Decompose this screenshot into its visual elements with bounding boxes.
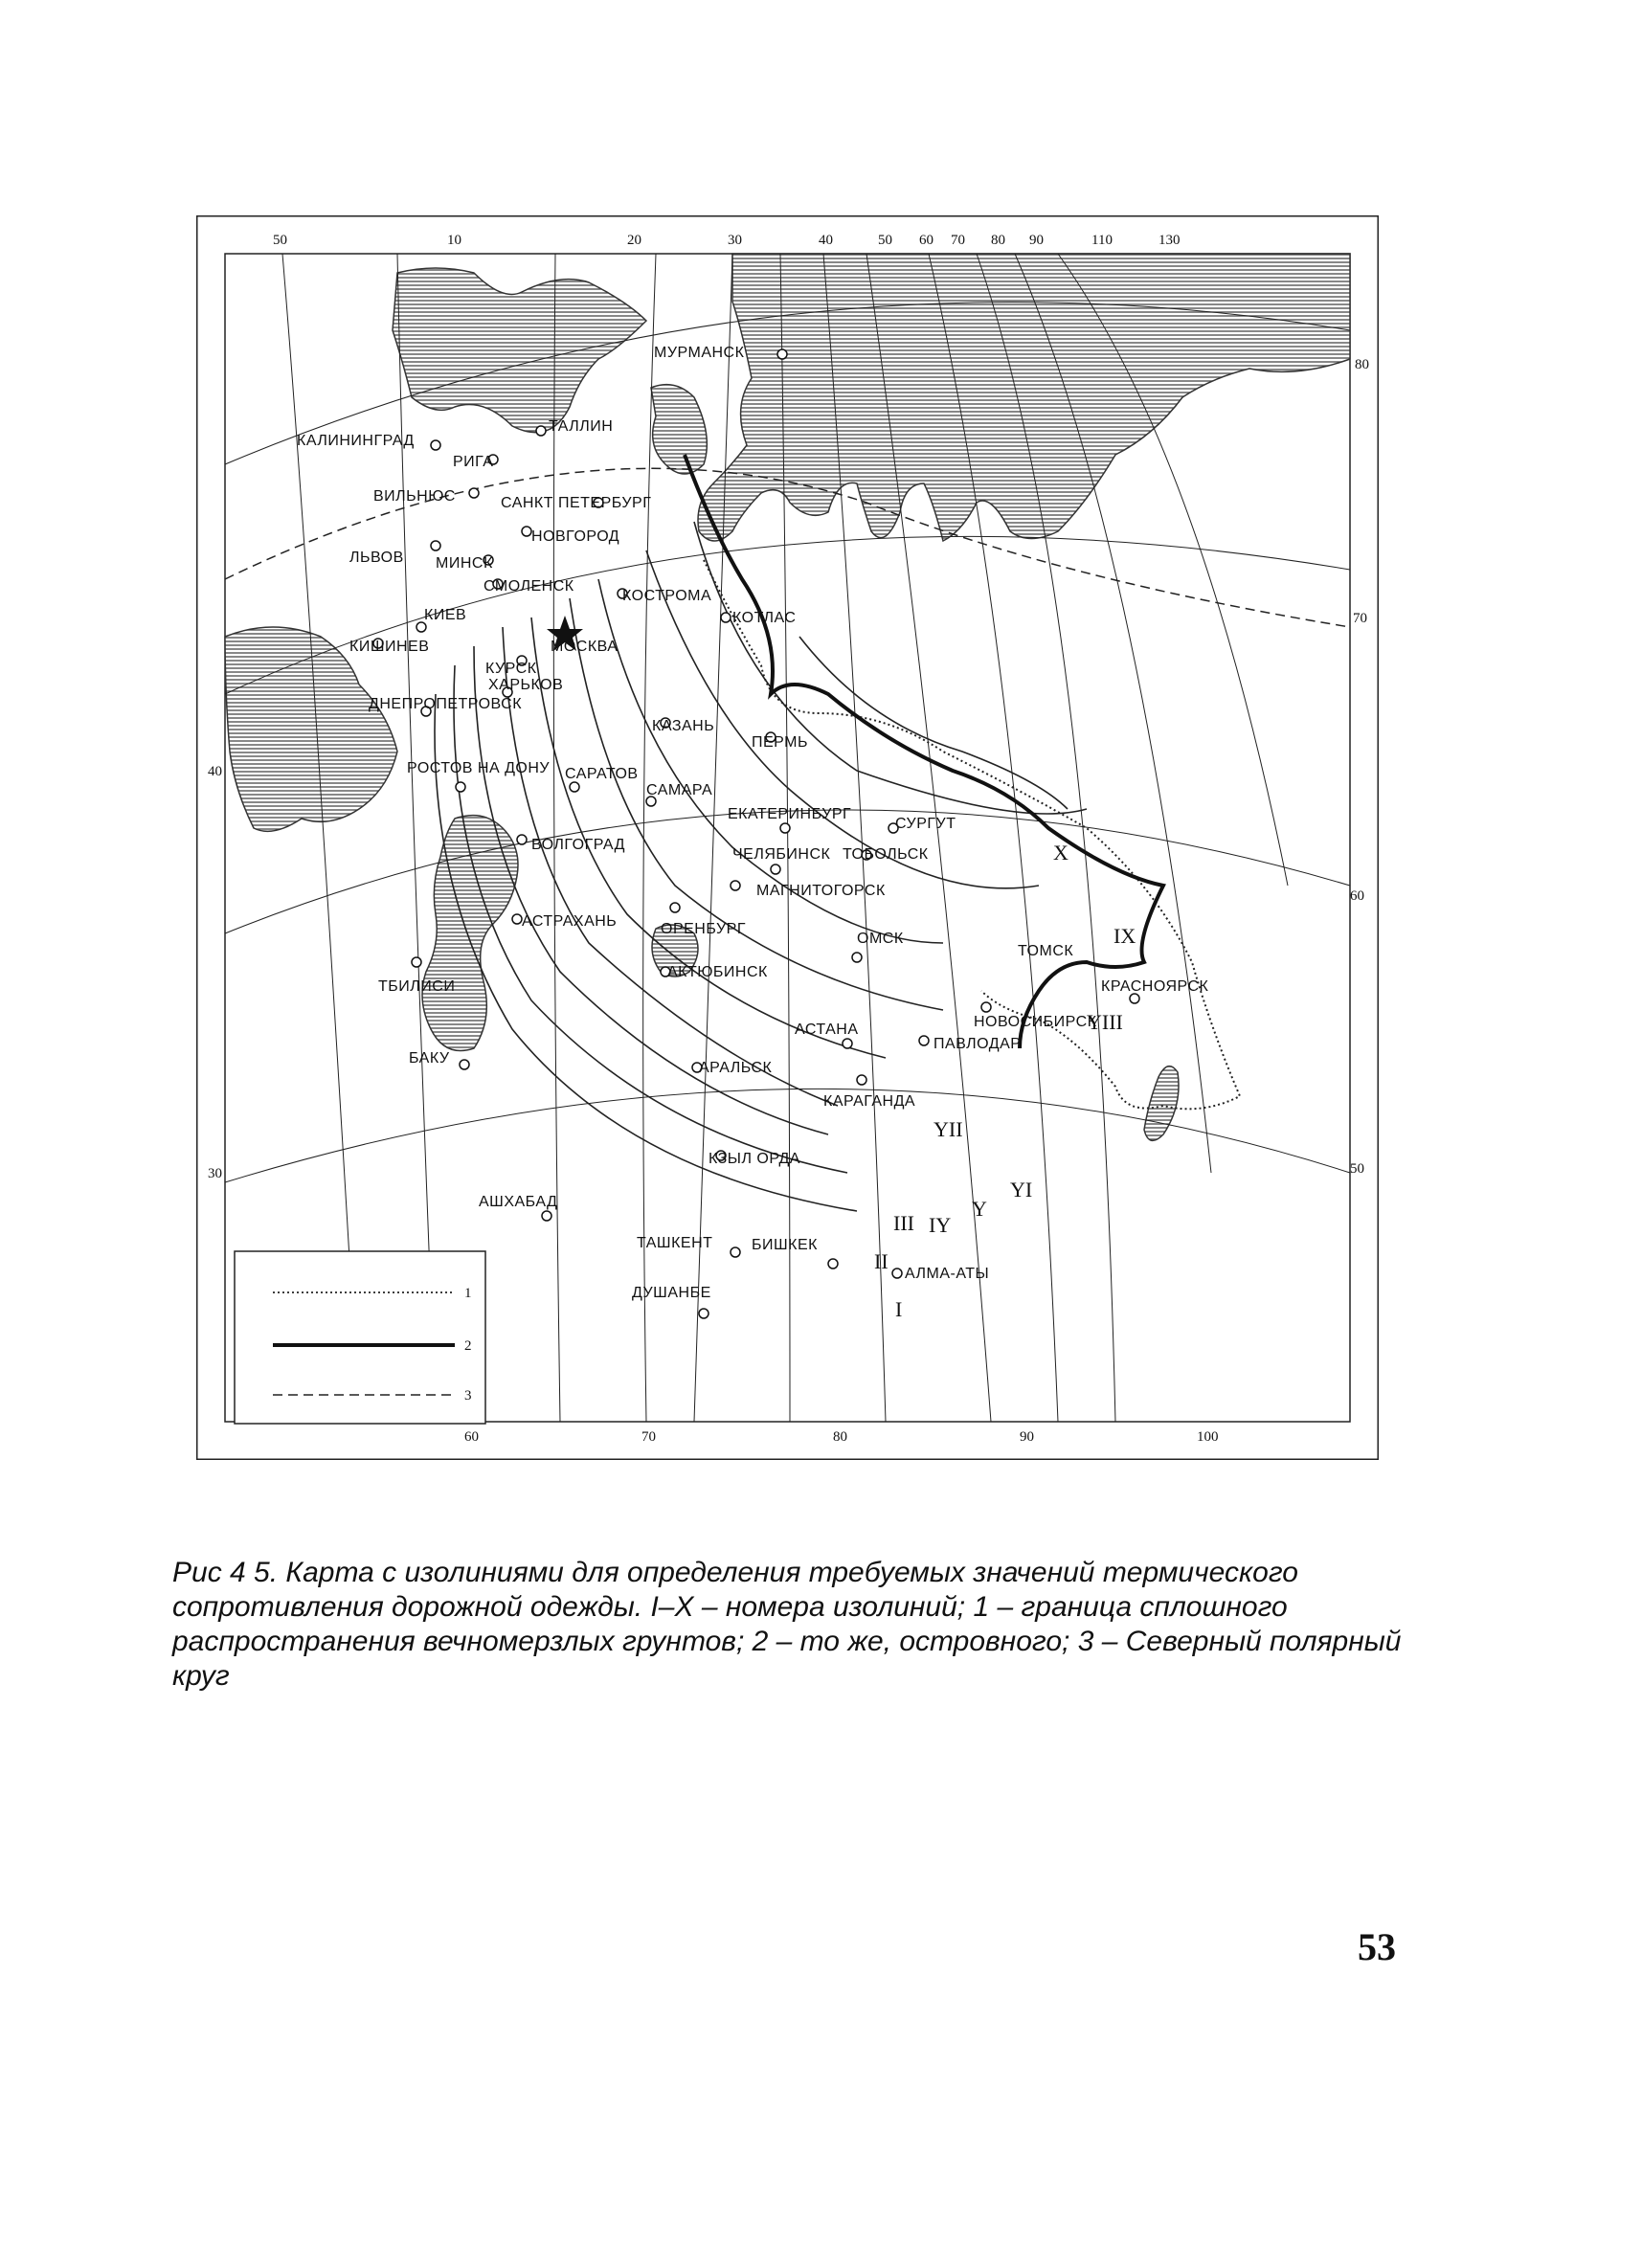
city-marker: [981, 1002, 991, 1012]
lat-label: 60: [1350, 888, 1364, 904]
isoline-label-I: I: [895, 1297, 903, 1321]
page-number: 53: [1358, 1925, 1396, 1968]
city-label-karaganda: КАРАГАНДА: [823, 1093, 916, 1110]
lon-label: 90: [1020, 1429, 1034, 1445]
city-label-moscow: МОСКВА: [551, 639, 619, 655]
isoline-label-IY: IY: [929, 1213, 952, 1237]
lon-label: 110: [1091, 233, 1113, 248]
city-label-vilnius: ВИЛЬНЮС: [373, 488, 456, 505]
city-label-magnitogorsk: МАГНИТОГОРСК: [756, 883, 886, 899]
city-label-volgograd: ВОЛГОГРАД: [531, 837, 625, 853]
city-marker: [416, 622, 426, 632]
lon-label: 40: [819, 233, 833, 248]
lon-label: 80: [833, 1429, 847, 1445]
city-label-tashkent: ТАШКЕНТ: [637, 1235, 713, 1251]
city-label-omsk: ОМСК: [857, 931, 904, 947]
city-label-ekaterinburg: ЕКАТЕРИНБУРГ: [728, 806, 852, 822]
isoline-label-IX: IX: [1113, 924, 1136, 948]
city-label-aralsk: АРАЛЬСК: [699, 1060, 773, 1076]
legend-box: [235, 1251, 485, 1424]
lon-label: 50: [878, 233, 892, 248]
city-label-chelyabinsk: ЧЕЛЯБИНСК: [732, 846, 831, 863]
city-label-aktyubinsk: АКТЮБИНСК: [667, 964, 768, 980]
city-label-tobolsk: ТОБОЛЬСК: [843, 846, 929, 863]
city-label-tallinn: ТАЛЛИН: [549, 418, 614, 435]
city-marker: [670, 903, 680, 912]
legend-number-3: 3: [464, 1388, 472, 1403]
isoline-map: [196, 215, 1379, 1460]
city-label-astrakhan: АСТРАХАНЬ: [522, 913, 618, 930]
city-marker: [828, 1259, 838, 1269]
lat-label: 40: [208, 764, 222, 779]
city-marker: [517, 835, 527, 844]
city-label-krasnoyarsk: КРАСНОЯРСК: [1101, 978, 1209, 995]
permafrost-continuous-boundary: [704, 560, 1240, 1109]
city-marker: [857, 1075, 866, 1085]
city-label-kostroma: КОСТРОМА: [622, 588, 712, 604]
lon-label: 20: [627, 233, 641, 248]
legend-number-1: 1: [464, 1286, 472, 1301]
city-marker: [522, 527, 531, 536]
legend-number-2: 2: [464, 1338, 472, 1354]
city-label-rostov: РОСТОВ НА ДОНУ: [407, 760, 551, 776]
city-marker: [731, 881, 740, 890]
city-marker: [843, 1039, 852, 1048]
city-label-perm: ПЕРМЬ: [752, 734, 808, 751]
lon-label: 130: [1158, 233, 1181, 248]
lon-label: 10: [447, 233, 461, 248]
city-marker: [721, 613, 731, 622]
city-label-pavlodar: ПАВЛОДАР: [933, 1036, 1022, 1052]
city-marker: [780, 823, 790, 833]
city-marker: [469, 488, 479, 498]
city-marker: [731, 1247, 740, 1257]
lat-label: 70: [1353, 611, 1367, 626]
white-sea: [651, 385, 707, 474]
city-label-ashkhabad: АШХАБАД: [479, 1194, 558, 1210]
city-label-kotlas: КОТЛАС: [732, 610, 797, 626]
city-marker: [1130, 994, 1139, 1003]
city-label-tbilisi: ТБИЛИСИ: [378, 978, 456, 995]
city-marker: [431, 541, 440, 550]
city-marker: [570, 782, 579, 792]
lon-label: 80: [991, 233, 1005, 248]
map-legend: [235, 1251, 485, 1424]
city-label-kazan: КАЗАНЬ: [652, 718, 715, 734]
lon-label: 60: [464, 1429, 479, 1445]
city-label-murmansk: МУРМАНСК: [654, 345, 745, 361]
lon-label: 60: [919, 233, 933, 248]
city-marker: [431, 440, 440, 450]
city-marker: [460, 1060, 469, 1069]
city-label-kiev: КИЕВ: [424, 607, 467, 623]
bottom-longitude-labels: [464, 1429, 1219, 1445]
lat-label: 30: [208, 1166, 222, 1181]
isoline-label-II: II: [874, 1249, 888, 1273]
city-marker: [777, 349, 787, 359]
city-label-riga: РИГА: [453, 454, 494, 470]
isoline-label-YI: YI: [1010, 1178, 1033, 1201]
city-label-kyzylorda: КЗЫЛ ОРДА: [709, 1151, 800, 1167]
lon-label: 90: [1029, 233, 1044, 248]
city-label-dnepropetrovsk: ДНЕПРОПЕТРОВСК: [369, 696, 523, 712]
lon-label: 30: [728, 233, 742, 248]
city-label-bishkek: БИШКЕК: [752, 1237, 818, 1253]
city-label-astana: АСТАНА: [795, 1022, 859, 1038]
city-marker: [512, 914, 522, 924]
figure-caption: Рис 4 5. Карта с изолиниями для определения требуемых значений термического сопротивления дорожной одежды. I–X – номера изолиний; 1 – граница сплошного распространения вечномерзлых грунтов; 2 – то же, островного; 3 – Северный полярный круг: [172, 1557, 1402, 1692]
city-label-baku: БАКУ: [409, 1050, 450, 1067]
city-label-minsk: МИНСК: [436, 555, 493, 572]
city-label-novgorod: НОВГОРОД: [531, 528, 620, 545]
lake-baikal: [1144, 1067, 1179, 1141]
city-label-saratov: САРАТОВ: [565, 766, 639, 782]
lon-label: 70: [641, 1429, 656, 1445]
city-marker: [852, 953, 862, 962]
city-label-kharkov: ХАРЬКОВ: [488, 677, 564, 693]
city-marker: [699, 1309, 709, 1318]
city-marker: [536, 426, 546, 436]
lon-label: 70: [951, 233, 965, 248]
arctic-ocean: [698, 254, 1350, 541]
city-label-novosibirsk: НОВОСИБИРСК: [974, 1014, 1097, 1030]
city-label-almaty: АЛМА-АТЫ: [905, 1266, 990, 1282]
lat-label: 50: [1350, 1161, 1364, 1177]
lon-label: 100: [1197, 1429, 1219, 1445]
city-label-smolensk: СМОЛЕНСК: [484, 578, 574, 595]
isoline-label-YII: YII: [933, 1117, 963, 1141]
city-marker: [892, 1269, 902, 1278]
city-label-orenburg: ОРЕНБУРГ: [661, 921, 746, 937]
city-label-kaliningrad: КАЛИНИНГРАД: [297, 433, 415, 449]
isoline-label-III: III: [893, 1211, 914, 1235]
isoline-label-Y: Y: [972, 1197, 987, 1221]
isoline-label-X: X: [1053, 841, 1068, 865]
city-label-samara: САМАРА: [646, 782, 713, 798]
city-label-tomsk: ТОМСК: [1018, 943, 1074, 959]
lon-label: 50: [273, 233, 287, 248]
city-marker: [771, 865, 780, 874]
city-label-lvov: ЛЬВОВ: [349, 550, 404, 566]
isoline-labels: [874, 841, 1136, 1321]
city-marker: [542, 1211, 551, 1221]
city-marker: [412, 957, 421, 967]
permafrost-island-boundary: [685, 455, 1163, 1048]
city-label-kursk: КУРСК: [485, 661, 537, 677]
city-marker: [919, 1036, 929, 1045]
city-label-st-petersburg: САНКТ ПЕТЕРБУРГ: [501, 495, 652, 511]
city-marker: [456, 782, 465, 792]
city-label-surgut: СУРГУТ: [895, 816, 956, 832]
lat-label: 80: [1355, 357, 1369, 372]
isoline-label-YIII: YIII: [1087, 1010, 1123, 1034]
city-label-kishinev: КИШИНЕВ: [349, 639, 430, 655]
top-longitude-labels: [273, 233, 1181, 248]
city-label-dushanbe: ДУШАНБЕ: [632, 1285, 711, 1301]
baltic-sea: [393, 268, 646, 433]
